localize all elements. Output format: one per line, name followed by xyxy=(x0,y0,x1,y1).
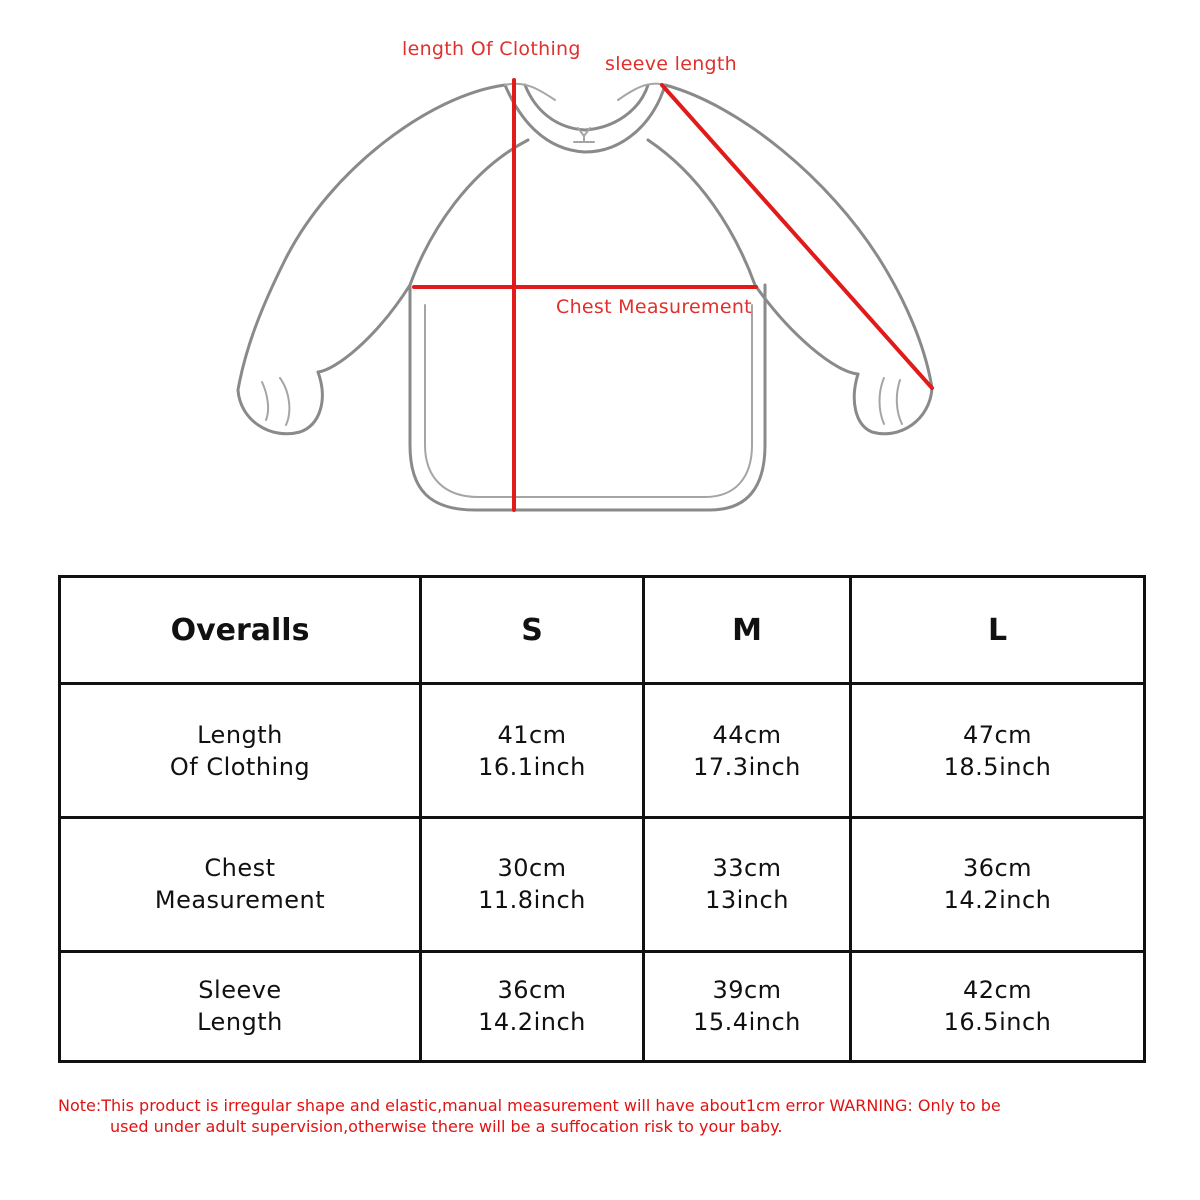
header-size-s: S xyxy=(421,577,644,684)
garment-diagram xyxy=(0,0,1200,540)
row-label xyxy=(60,951,421,1061)
row-label xyxy=(60,684,421,818)
cell-inch: 18.5inch xyxy=(943,752,1052,781)
sleeve-measure-line xyxy=(662,85,932,388)
cell-inch: 17.3inch xyxy=(693,752,801,781)
cell-m xyxy=(644,951,851,1061)
cell-inch: 15.4inch xyxy=(693,1008,801,1037)
cell-inch: 16.5inch xyxy=(943,1008,1052,1037)
cell-cm: 47cm xyxy=(962,720,1033,749)
cell-m xyxy=(644,684,851,818)
length-label: length Of Clothing xyxy=(402,38,581,60)
table-header-row xyxy=(60,577,1145,684)
sleeve-label: sleeve length xyxy=(605,53,737,75)
warning-note xyxy=(58,1095,1138,1137)
row-label-line: Sleeve xyxy=(198,976,282,1005)
cell-cm: 36cm xyxy=(962,854,1033,883)
cell-l xyxy=(851,817,1145,951)
cell-inch: 14.2inch xyxy=(478,1008,586,1037)
note-line-2: used under adult supervision,otherwise there will be a suffocation risk to your baby. xyxy=(110,1117,783,1136)
cell-s xyxy=(421,951,644,1061)
header-overalls: Overalls xyxy=(60,577,421,684)
cell-cm: 30cm xyxy=(497,854,567,883)
row-label-line: Length xyxy=(197,720,283,749)
row-label-line: Length xyxy=(197,1008,283,1037)
cell-inch: 14.2inch xyxy=(943,886,1052,915)
size-table xyxy=(58,575,1146,1063)
table-row xyxy=(60,951,1145,1061)
cell-l xyxy=(851,951,1145,1061)
row-label-line: Chest xyxy=(204,854,276,883)
cell-inch: 13inch xyxy=(705,886,789,915)
cell-m xyxy=(644,817,851,951)
cell-inch: 16.1inch xyxy=(478,752,586,781)
row-label-line: Measurement xyxy=(154,886,326,915)
row-label xyxy=(60,817,421,951)
cell-s xyxy=(421,684,644,818)
header-size-m: M xyxy=(644,577,851,684)
row-label-line: Of Clothing xyxy=(169,752,311,781)
cell-cm: 42cm xyxy=(962,976,1033,1005)
chest-label: Chest Measurement xyxy=(556,296,752,318)
header-size-l: L xyxy=(851,577,1145,684)
cell-cm: 33cm xyxy=(712,854,782,883)
cell-cm: 39cm xyxy=(712,976,782,1005)
table-row xyxy=(60,684,1145,818)
cell-cm: 41cm xyxy=(497,720,567,749)
note-line-1: Note:This product is irregular shape and elastic,manual measurement will have about1cm error WARNING: Only to be xyxy=(58,1096,1001,1115)
cell-cm: 44cm xyxy=(712,720,782,749)
cell-cm: 36cm xyxy=(497,976,567,1005)
cell-l xyxy=(851,684,1145,818)
table-row xyxy=(60,817,1145,951)
cell-inch: 11.8inch xyxy=(478,886,586,915)
cell-s xyxy=(421,817,644,951)
